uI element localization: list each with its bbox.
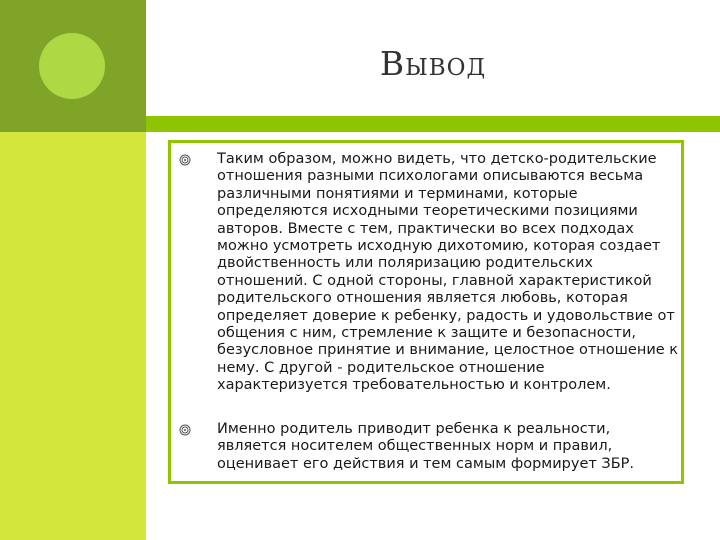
bullet-text: Таким образом, можно видеть, что детско-родительские отношения разными психологами описываются весьма различными понятиями и терминами, которые определяются исходными теоретическими позициями авторов. Вместе с тем, практически во всех подходах можно усмотреть исходную дихотомию, которая создает двойственность или поляризацию родительских отношений. С одной стороны, главной характеристикой родительского отношения является любовь, которая определяет доверие к ребенку, радость и удовольствие от общения с ним, стремление к защите и безопасности, безусловное принятие и внимание, целостное отношение к нему. С другой - родительское отношение характеризуется требовательностью и контролем. [217, 151, 679, 394]
bullet-text: Именно родитель приводит ребенка к реальности, является носителем общественных норм и правил, оценивает его действия и тем самым формирует ЗБР. [217, 421, 635, 472]
target-bullet-icon [179, 424, 191, 436]
decorative-circle [39, 33, 105, 99]
target-bullet-icon [179, 154, 191, 166]
title-underline-bar [146, 116, 720, 132]
slide-title: Вывод [379, 44, 487, 83]
content-box [168, 140, 684, 484]
left-bottom-panel [0, 132, 146, 540]
